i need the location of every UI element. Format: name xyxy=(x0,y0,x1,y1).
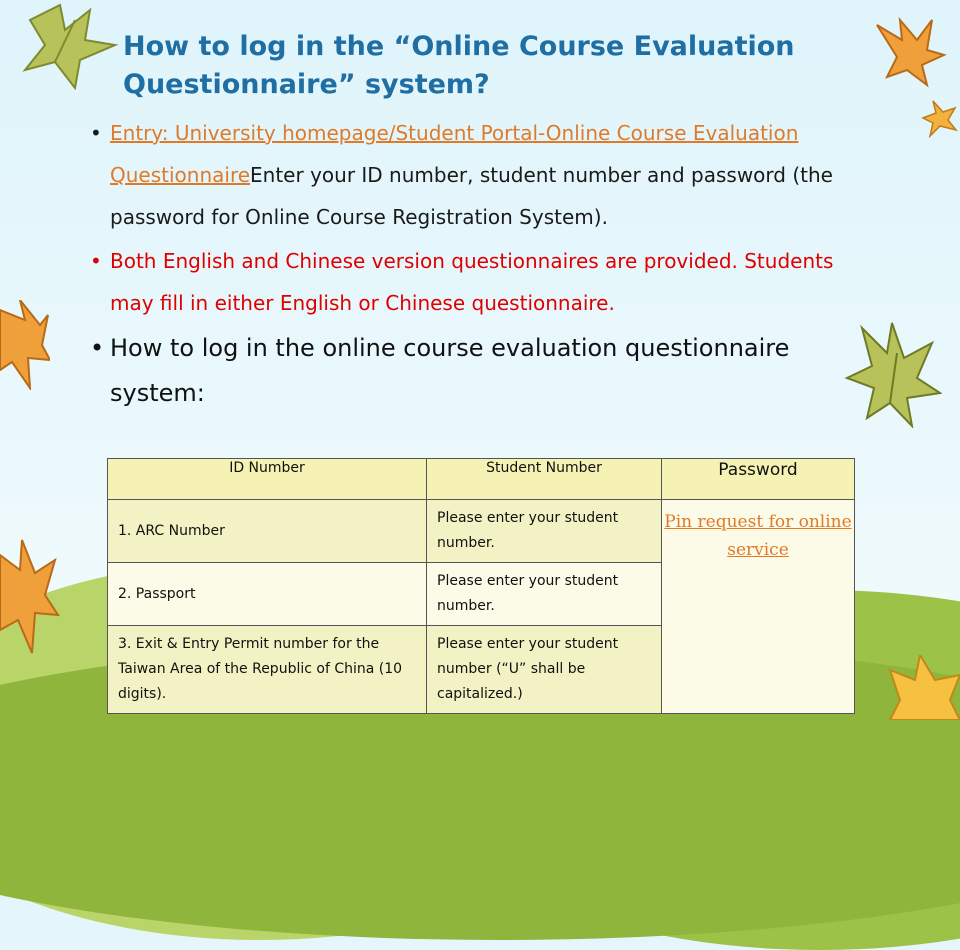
bullet-text: How to log in the online course evaluation questionnaire system: xyxy=(110,334,790,407)
bullet-point: • xyxy=(90,121,102,145)
id-type-cell: 2. Passport xyxy=(108,563,427,626)
bullet-point: • xyxy=(90,249,102,273)
login-table xyxy=(107,458,855,714)
password-cell xyxy=(662,500,855,714)
student-number-cell: Please enter your student number. xyxy=(427,563,662,626)
maple-leaf-icon xyxy=(918,98,958,138)
maple-leaf-icon xyxy=(20,0,120,90)
list-item xyxy=(90,112,880,238)
student-number-cell: Please enter your student number (“U” shall be capitalized.) xyxy=(427,626,662,714)
list-item xyxy=(90,326,880,416)
maple-leaf-icon xyxy=(0,300,50,390)
page-title: How to log in the “Online Course Evaluation Questionnaire” system? xyxy=(123,31,795,100)
maple-leaf-icon xyxy=(872,15,947,90)
table-row xyxy=(108,500,855,563)
entry-link[interactable]: Entry: University homepage/Student Portal-Online Course Evaluation Questionnaire xyxy=(110,121,799,187)
maple-leaf-icon xyxy=(880,655,960,720)
table-header-row xyxy=(108,459,855,500)
header-password: Password xyxy=(662,459,855,500)
student-number-cell: Please enter your student number. xyxy=(427,500,662,563)
bullet-text: Both English and Chinese version questionnaires are provided. Students may fill in either English or Chinese questionnaire. xyxy=(110,249,834,315)
bullet-text: Enter your ID number, student number and password (the password for Online Course Registration System). xyxy=(110,163,833,229)
id-type-cell: 3. Exit & Entry Permit number for the Taiwan Area of the Republic of China (10 digits). xyxy=(108,626,427,714)
pin-request-link[interactable]: Pin request for online service xyxy=(664,512,852,560)
list-item xyxy=(90,240,880,324)
id-type-cell: 1. ARC Number xyxy=(108,500,427,563)
header-id-number: ID Number xyxy=(108,459,427,500)
bullet-point: • xyxy=(90,334,105,362)
bullet-list xyxy=(90,112,880,416)
header-student-number: Student Number xyxy=(427,459,662,500)
maple-leaf-icon xyxy=(0,535,60,655)
